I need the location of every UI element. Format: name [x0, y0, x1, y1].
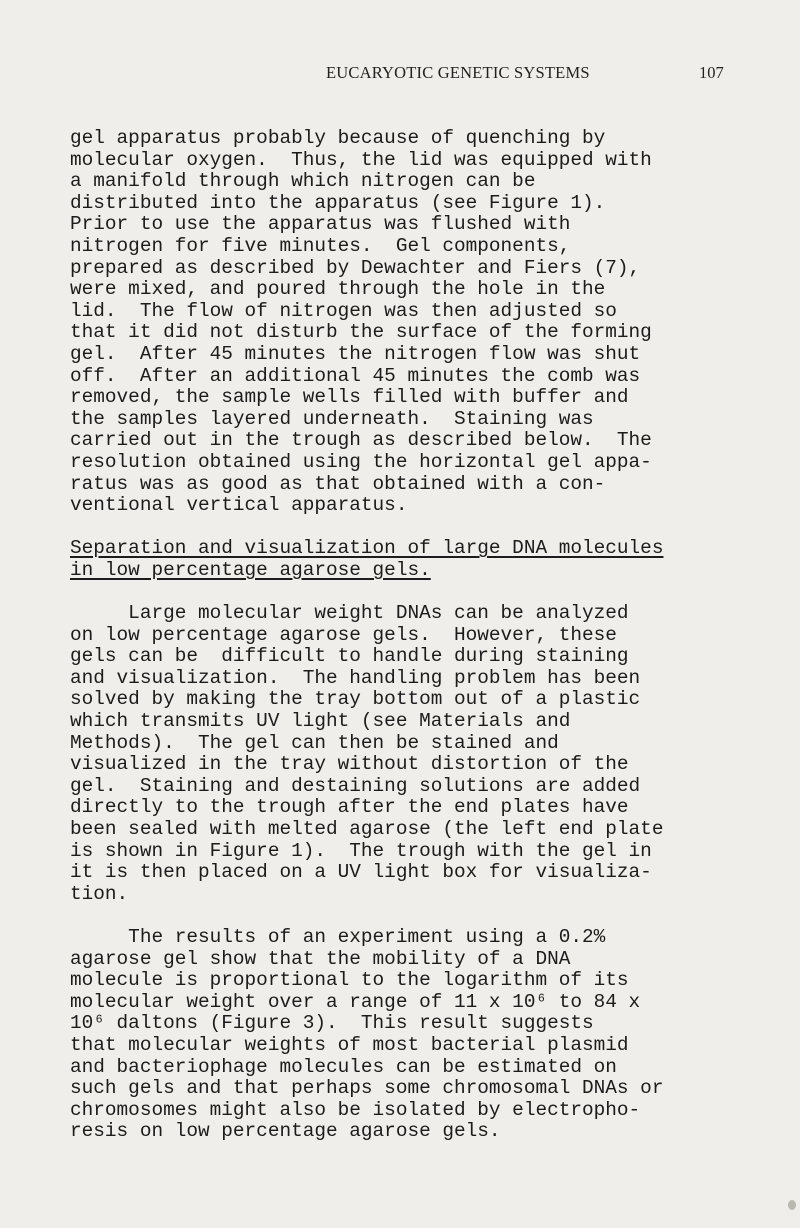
- text-line: and bacteriophage molecules can be estimated on: [70, 1055, 617, 1078]
- text-line: such gels and that perhaps some chromosomal DNAs or: [70, 1077, 664, 1100]
- text-line: a manifold through which nitrogen can be: [70, 170, 536, 193]
- text-line: resolution obtained using the horizontal gel appa-: [70, 450, 652, 473]
- text-line: carried out in the trough as described below. The: [70, 429, 652, 452]
- text-line: The results of an experiment using a 0.2%: [70, 925, 606, 948]
- text-line: and visualization. The handling problem has been: [70, 666, 641, 689]
- paragraph-gap: [70, 517, 760, 539]
- text-line: gel apparatus probably because of quenching by: [70, 127, 606, 149]
- body-text: [70, 128, 760, 1143]
- text-line: solved by making the tray bottom out of a plastic: [70, 688, 641, 711]
- text-line: molecular weight over a range of 11 x 10⁶ to 84 x: [70, 990, 641, 1013]
- text-line: gels can be difficult to handle during staining: [70, 645, 629, 668]
- text-line: directly to the trough after the end plates have: [70, 796, 629, 819]
- paragraph-gel-handling: [70, 603, 760, 905]
- text-line: on low percentage agarose gels. However, these: [70, 623, 617, 646]
- heading-line: Separation and visualization of large DNA molecules: [70, 537, 664, 560]
- text-line: off. After an additional 45 minutes the comb was: [70, 364, 641, 387]
- text-line: distributed into the apparatus (see Figure 1).: [70, 191, 606, 214]
- text-line: Methods). The gel can then be stained and: [70, 731, 559, 754]
- text-line: it is then placed on a UV light box for visualiza-: [70, 861, 652, 884]
- text-line: removed, the sample wells filled with buffer and: [70, 386, 629, 409]
- text-line: gel. After 45 minutes the nitrogen flow was shut: [70, 342, 641, 365]
- text-line: nitrogen for five minutes. Gel components,: [70, 234, 571, 257]
- text-line: that molecular weights of most bacterial plasmid: [70, 1033, 629, 1056]
- text-line: been sealed with melted agarose (the left end plate: [70, 818, 664, 840]
- text-line: Prior to use the apparatus was flushed with: [70, 213, 571, 236]
- text-line: were mixed, and poured through the hole in the: [70, 278, 606, 301]
- running-title: EUCARYOTIC GENETIC SYSTEMS: [326, 63, 590, 82]
- text-line: tion.: [70, 882, 129, 905]
- text-line: which transmits UV light (see Materials and: [70, 710, 571, 733]
- paragraph-apparatus-continued: [70, 128, 760, 517]
- text-line: the samples layered underneath. Staining was: [70, 407, 594, 430]
- text-line: lid. The flow of nitrogen was then adjusted so: [70, 299, 617, 322]
- text-line: gel. Staining and destaining solutions are added: [70, 774, 641, 797]
- text-line: resis on low percentage agarose gels.: [70, 1120, 501, 1143]
- text-line: ventional vertical apparatus.: [70, 494, 408, 517]
- text-line: ratus was as good as that obtained with a con-: [70, 472, 606, 495]
- paragraph-gap: [70, 905, 760, 927]
- paper-speck: [788, 1200, 796, 1210]
- text-line: molecular oxygen. Thus, the lid was equipped with: [70, 148, 652, 171]
- text-line: is shown in Figure 1). The trough with the gel in: [70, 839, 652, 862]
- text-line: visualized in the tray without distortion of the: [70, 753, 629, 776]
- section-heading: [70, 538, 760, 581]
- paragraph-gap: [70, 581, 760, 603]
- paragraph-results: [70, 927, 760, 1143]
- text-line: chromosomes might also be isolated by electropho-: [70, 1098, 641, 1121]
- text-line: molecule is proportional to the logarithm of its: [70, 969, 629, 992]
- text-line: Large molecular weight DNAs can be analyzed: [70, 602, 629, 625]
- heading-line: in low percentage agarose gels.: [70, 558, 431, 581]
- page-number: 107: [699, 63, 724, 82]
- text-line: prepared as described by Dewachter and Fiers (7),: [70, 256, 641, 279]
- text-line: that it did not disturb the surface of the forming: [70, 321, 652, 344]
- running-header: [0, 63, 800, 87]
- text-line: 10⁶ daltons (Figure 3). This result suggests: [70, 1012, 594, 1035]
- text-line: agarose gel show that the mobility of a DNA: [70, 947, 571, 970]
